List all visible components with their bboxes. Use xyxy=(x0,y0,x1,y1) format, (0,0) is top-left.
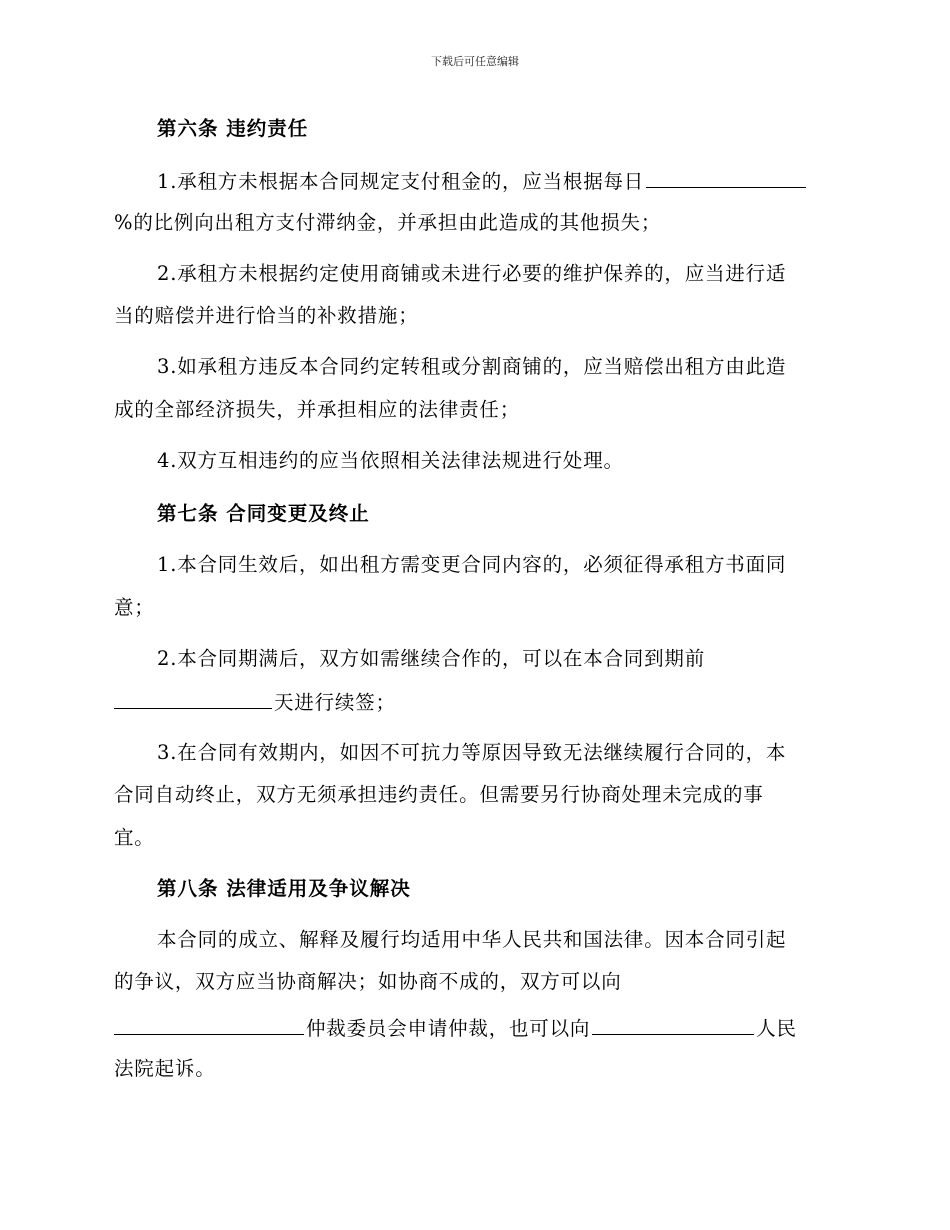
article-8-paragraph-line-2: 的争议，双方应当协商解决；如协商不成的，双方可以向 xyxy=(114,970,622,993)
article-7-clause-1-line-2: 意； xyxy=(114,596,155,619)
article-6-clause-3-line-2: 成的全部经济损失，并承担相应的法律责任； xyxy=(114,398,521,421)
clause-text: 1.承租方未根据本合同规定支付租金的，应当根据每日 xyxy=(157,170,645,193)
page-header: 下载后可任意编辑 xyxy=(431,55,519,68)
fill-in-blank[interactable] xyxy=(592,1012,754,1035)
article-7-clause-2-line-2 xyxy=(114,686,836,718)
article-6-clause-4: 4.双方互相违约的应当依照相关法律法规进行处理。 xyxy=(157,449,624,472)
article-8-title: 第八条 法律适用及争议解决 xyxy=(157,877,411,900)
article-6-clause-2-line-2: 当的赔偿并进行恰当的补救措施； xyxy=(114,304,419,327)
fill-in-blank[interactable] xyxy=(646,165,806,188)
article-8-paragraph-line-4: 法院起诉。 xyxy=(114,1057,216,1080)
article-6-clause-1-line-1 xyxy=(157,165,836,197)
clause-text: 仲裁委员会申请仲裁，也可以向 xyxy=(306,1017,591,1040)
clause-text: 天进行续签； xyxy=(274,691,396,714)
clause-text: 人民 xyxy=(756,1017,797,1040)
fill-in-blank[interactable] xyxy=(114,1012,304,1035)
article-7-clause-3-line-3: 宜。 xyxy=(114,826,155,849)
article-8-paragraph-line-1: 本合同的成立、解释及履行均适用中华人民共和国法律。因本合同引起 xyxy=(157,928,787,951)
fill-in-blank[interactable] xyxy=(114,686,272,709)
article-7-clause-3-line-1: 3.在合同有效期内，如因不可抗力等原因导致无法继续履行合同的，本 xyxy=(157,741,787,764)
article-7-title: 第七条 合同变更及终止 xyxy=(157,502,370,525)
article-7-clause-2-line-1: 2.本合同期满后，双方如需继续合作的，可以在本合同到期前 xyxy=(157,647,706,670)
article-7-clause-3-line-2: 合同自动终止，双方无须承担违约责任。但需要另行协商处理未完成的事 xyxy=(114,783,764,806)
article-7-clause-1-line-1: 1.本合同生效后，如出租方需变更合同内容的，必须征得承租方书面同 xyxy=(157,553,787,576)
article-6-clause-2-line-1: 2.承租方未根据约定使用商铺或未进行必要的维护保养的，应当进行适 xyxy=(157,262,787,285)
article-6-clause-3-line-1: 3.如承租方违反本合同约定转租或分割商铺的，应当赔偿出租方由此造 xyxy=(157,355,787,378)
article-6-clause-1-line-2: %的比例向出租方支付滞纳金，并承担由此造成的其他损失； xyxy=(114,211,662,234)
article-8-paragraph-line-3 xyxy=(114,1012,836,1044)
article-6-title: 第六条 违约责任 xyxy=(157,117,309,140)
